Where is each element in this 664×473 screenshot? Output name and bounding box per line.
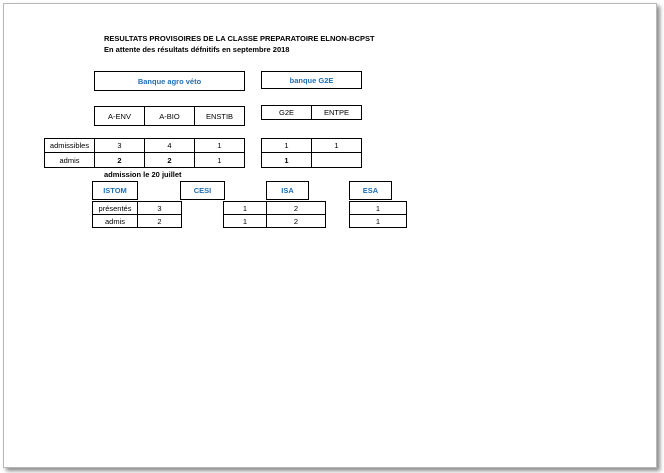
table-cell: 1 (223, 201, 267, 215)
isa-header: ISA (266, 181, 309, 200)
table-cell (311, 152, 362, 168)
col-header-g2e: G2E (261, 105, 312, 120)
table-cell: 1 (223, 214, 267, 228)
esa-header: ESA (349, 181, 392, 200)
table-cell: 1 (261, 138, 312, 153)
table-cell: 1 (349, 214, 407, 228)
banque-g2e-header: banque G2E (261, 71, 362, 89)
table-cell: 1 (311, 138, 362, 153)
admission-note: admission le 20 juillet (104, 170, 182, 179)
row-label-admis: admis (92, 214, 138, 228)
table-cell: 1 (349, 201, 407, 215)
table-cell: 1 (194, 152, 245, 168)
row-label-presentes: présentés (92, 201, 138, 215)
col-header-entpe: ENTPE (311, 105, 362, 120)
page-title: RESULTATS PROVISOIRES DE LA CLASSE PREPARATOIRE ELNON-BCPST (104, 34, 375, 43)
table-cell: 4 (144, 138, 195, 153)
page-subtitle: En attente des résultats défnitifs en septembre 2018 (104, 45, 290, 54)
cesi-header: CESI (180, 181, 225, 200)
col-header-a-bio: A-BIO (144, 106, 195, 126)
row-label-admis: admis (44, 152, 95, 168)
table-cell: 2 (137, 214, 182, 228)
banque-agro-header: Banque agro véto (94, 71, 245, 91)
col-header-a-env: A-ENV (94, 106, 145, 126)
spreadsheet-page (3, 3, 657, 468)
row-label-admissibles: admissibles (44, 138, 95, 153)
table-cell: 3 (137, 201, 182, 215)
table-cell: 2 (266, 214, 326, 228)
table-cell: 2 (144, 152, 195, 168)
table-cell: 2 (94, 152, 145, 168)
istom-header: ISTOM (92, 181, 138, 200)
table-cell: 2 (266, 201, 326, 215)
table-cell: 3 (94, 138, 145, 153)
table-cell: 1 (194, 138, 245, 153)
table-cell: 1 (261, 152, 312, 168)
col-header-enstib: ENSTIB (194, 106, 245, 126)
